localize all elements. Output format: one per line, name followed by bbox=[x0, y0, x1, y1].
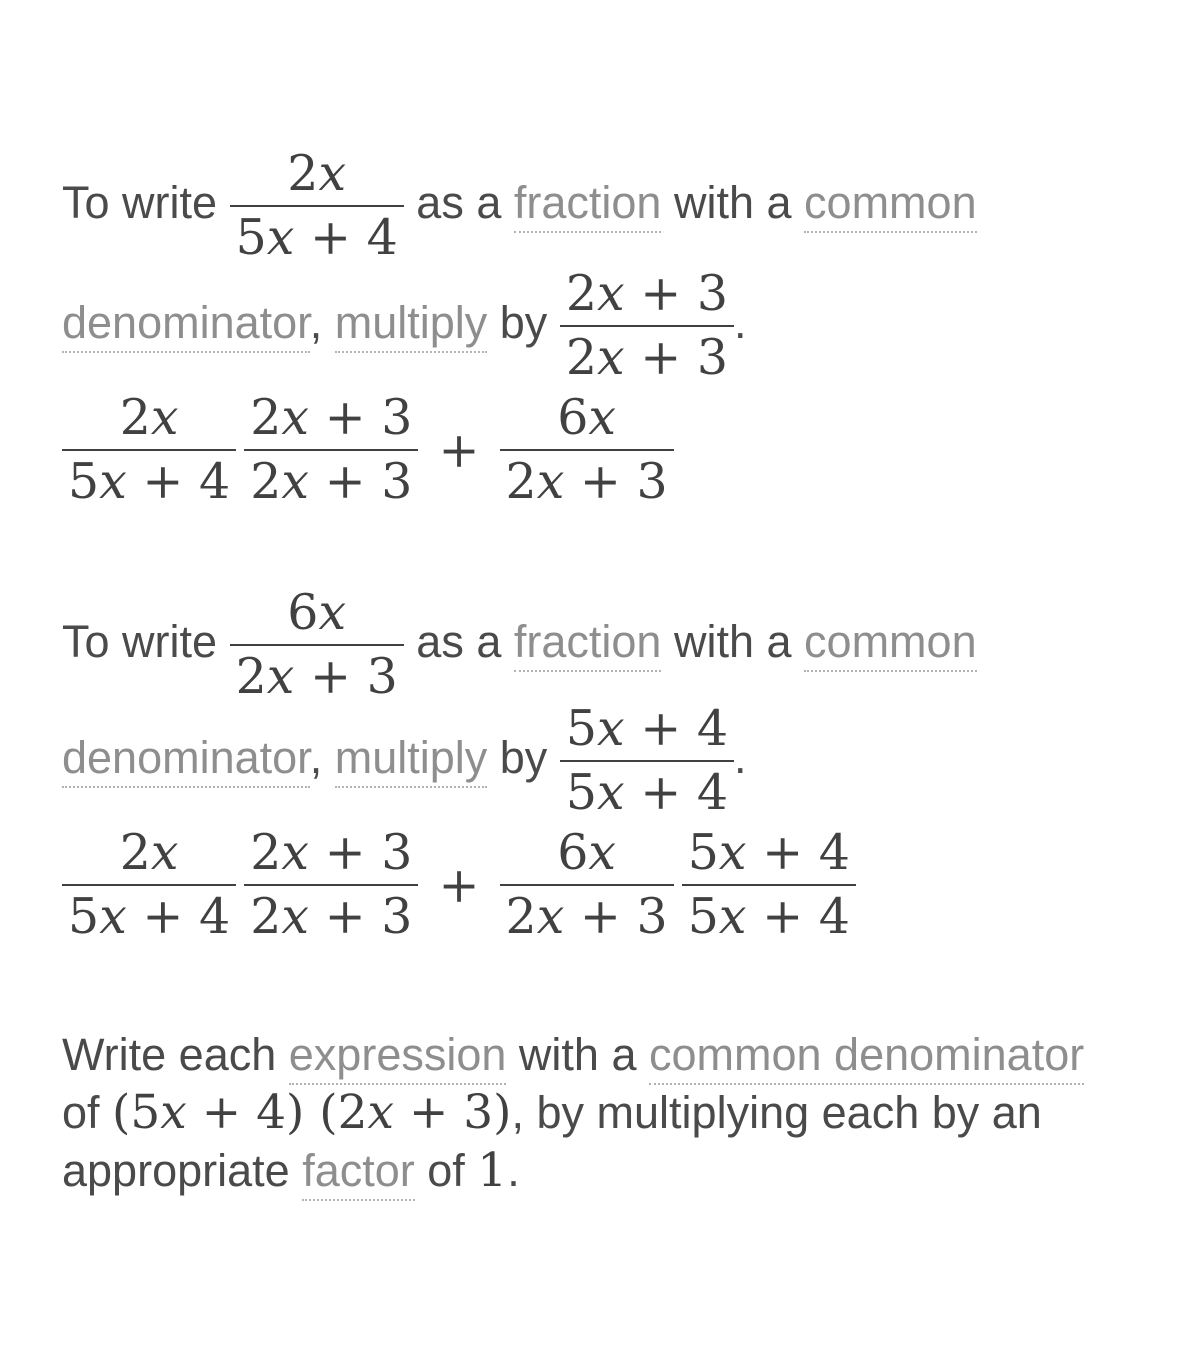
fraction-denominator: 2x + 3 bbox=[500, 884, 674, 943]
term-link-common-denominator[interactable]: common denominator bbox=[649, 1029, 1084, 1085]
punctuation-period: . bbox=[734, 731, 747, 783]
term-link-factor[interactable]: factor bbox=[302, 1145, 415, 1201]
fraction-numerator: 5x + 4 bbox=[565, 700, 729, 757]
expression-2 bbox=[62, 824, 1198, 945]
fraction-6x-over-2x-plus-3 bbox=[500, 389, 674, 510]
fraction-numerator: 6x bbox=[287, 584, 347, 641]
term-link-fraction[interactable]: fraction bbox=[514, 177, 662, 233]
term-link-common[interactable]: common bbox=[804, 177, 977, 233]
fraction-2x-plus-3-over-2x-plus-3 bbox=[244, 389, 418, 510]
paragraph-1-line-1 bbox=[62, 145, 1198, 266]
fraction-6x-over-2x-plus-3 bbox=[500, 824, 674, 945]
fraction-6x-over-2x-plus-3 bbox=[230, 584, 404, 705]
paragraph-3-text: appropriate bbox=[62, 1145, 290, 1196]
fraction-2x-plus-3-over-2x-plus-3 bbox=[244, 824, 418, 945]
fraction-numerator: 2x + 3 bbox=[565, 265, 729, 322]
fraction-numerator: 5x + 4 bbox=[687, 824, 850, 881]
fraction-denominator: 2x + 3 bbox=[230, 644, 404, 703]
fraction-denominator: 5x + 4 bbox=[62, 884, 236, 943]
term-link-multiply[interactable]: multiply bbox=[335, 297, 488, 353]
paragraph-2-line-1 bbox=[62, 584, 1198, 705]
fraction-numerator: 2x bbox=[119, 389, 179, 446]
fraction-5x-plus-4-over-5x-plus-4 bbox=[560, 700, 734, 821]
paragraph-2-text: as a bbox=[416, 615, 502, 667]
math-one: 1 bbox=[477, 1143, 508, 1198]
fraction-numerator: 2x bbox=[287, 145, 347, 202]
fraction-denominator: 5x + 4 bbox=[62, 449, 236, 508]
punctuation-period: . bbox=[507, 1145, 520, 1196]
math-product-of-denominators: (5x + 4) (2x + 3) bbox=[112, 1085, 512, 1140]
fraction-2x-over-5x-plus-4 bbox=[62, 389, 236, 510]
term-link-denominator[interactable]: denominator bbox=[62, 732, 310, 788]
plus-operator: + bbox=[438, 856, 480, 914]
term-link-denominator[interactable]: denominator bbox=[62, 297, 310, 353]
term-link-multiply[interactable]: multiply bbox=[335, 732, 488, 788]
lesson-content bbox=[0, 145, 1198, 1200]
term-link-expression[interactable]: expression bbox=[289, 1029, 507, 1085]
paragraph-3-text: of bbox=[427, 1145, 465, 1196]
paragraph-1-text: To write bbox=[62, 176, 218, 228]
paragraph-1-text: as a bbox=[416, 176, 502, 228]
paragraph-2-text: To write bbox=[62, 615, 218, 667]
term-link-fraction[interactable]: fraction bbox=[514, 616, 662, 672]
paragraph-2-text: with a bbox=[673, 615, 792, 667]
paragraph-3 bbox=[62, 1026, 1172, 1200]
fraction-numerator: 2x + 3 bbox=[250, 389, 413, 446]
fraction-denominator: 2x + 3 bbox=[560, 325, 734, 384]
fraction-numerator: 6x bbox=[557, 389, 617, 446]
paragraph-1-text: with a bbox=[673, 176, 792, 228]
plus-operator: + bbox=[438, 421, 480, 479]
fraction-denominator: 2x + 3 bbox=[244, 449, 418, 508]
expression-1 bbox=[62, 389, 1198, 510]
fraction-numerator: 6x bbox=[557, 824, 617, 881]
paragraph-2-text: by bbox=[499, 731, 548, 783]
paragraph-3-line-1 bbox=[62, 1026, 1172, 1084]
paragraph-3-text: of bbox=[62, 1087, 100, 1138]
paragraph-3-text: with a bbox=[518, 1029, 637, 1080]
fraction-2x-plus-3-over-2x-plus-3 bbox=[560, 265, 734, 386]
fraction-denominator: 2x + 3 bbox=[244, 884, 418, 943]
punctuation-comma: , bbox=[309, 731, 323, 783]
fraction-denominator: 5x + 4 bbox=[682, 884, 856, 943]
paragraph-3-line-3 bbox=[62, 1142, 1172, 1200]
paragraph-1-line-2 bbox=[62, 265, 1198, 386]
fraction-numerator: 2x + 3 bbox=[250, 824, 413, 881]
fraction-denominator: 5x + 4 bbox=[230, 205, 404, 264]
paragraph-2-line-2 bbox=[62, 700, 1198, 821]
paragraph-3-text: Write each bbox=[62, 1029, 277, 1080]
paragraph-3-line-2 bbox=[62, 1084, 1172, 1142]
fraction-2x-over-5x-plus-4 bbox=[230, 145, 404, 266]
paragraph-1-text: by bbox=[499, 296, 548, 348]
fraction-2x-over-5x-plus-4 bbox=[62, 824, 236, 945]
fraction-5x-plus-4-over-5x-plus-4 bbox=[682, 824, 856, 945]
fraction-denominator: 2x + 3 bbox=[500, 449, 674, 508]
fraction-denominator: 5x + 4 bbox=[560, 760, 734, 819]
punctuation-comma: , bbox=[309, 296, 323, 348]
term-link-common[interactable]: common bbox=[804, 616, 977, 672]
punctuation-period: . bbox=[734, 296, 747, 348]
paragraph-3-text: , by multiplying each by an bbox=[511, 1087, 1042, 1138]
fraction-numerator: 2x bbox=[119, 824, 179, 881]
